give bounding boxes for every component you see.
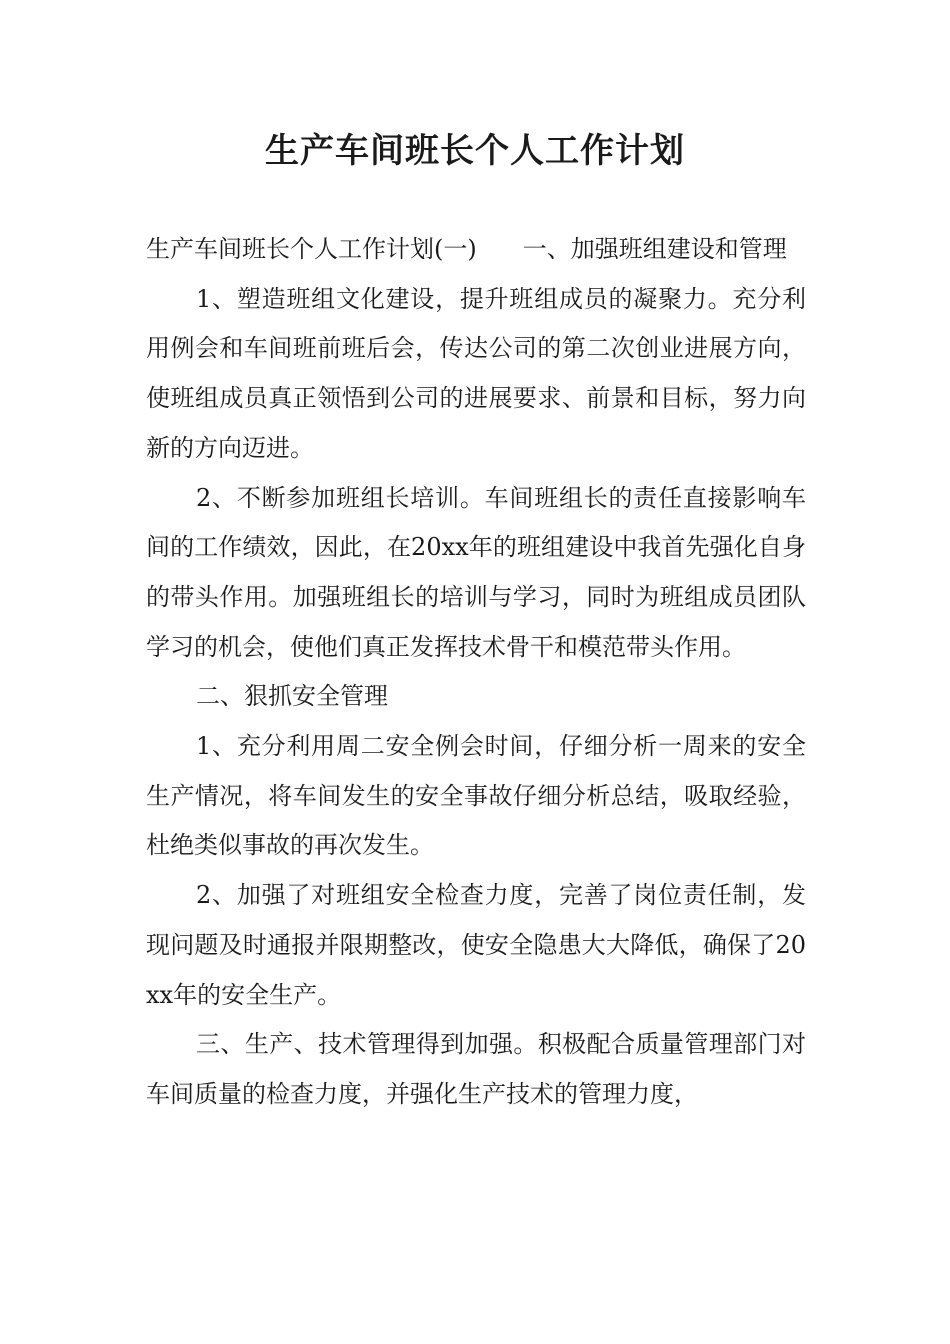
- paragraph-1: 1、塑造班组文化建设，提升班组成员的凝聚力。充分利用例会和车间班前班后会，传达公司的第二次创业进展方向，使班组成员真正领悟到公司的进展要求、前景和目标，努力向新的方向迈进。: [146, 284, 806, 462]
- section-heading-2: 二、狠抓安全管理: [196, 682, 388, 711]
- paragraph-3: 1、充分利用周二安全例会时间，仔细分析一周来的安全生产情况，将车间发生的安全事故仔细分析总结，吸取经验，杜绝类似事故的再次发生。: [146, 732, 806, 860]
- lead-text: 一、加强班组建设和管理: [522, 235, 787, 263]
- document-title: 生产车间班长个人工作计划: [265, 131, 685, 171]
- lead-subtitle: 生产车间班长个人工作计划(一): [146, 235, 477, 263]
- document-body: [146, 225, 806, 1120]
- paragraph-2: 2、不断参加班组长培训。车间班组长的责任直接影响车间的工作绩效，因此，在20xx年的班组建设中我首先强化自身的带头作用。加强班组长的培训与学习，同时为班组成员团队学习的机会，使他们真正发挥技术骨干和模范带头作用。: [146, 483, 806, 661]
- paragraph-5: 三、生产、技术管理得到加强。积极配合质量管理部门对车间质量的检查力度，并强化生产技术的管理力度，: [146, 1030, 806, 1108]
- paragraph-4: 2、加强了对班组安全检查力度，完善了岗位责任制，发现问题及时通报并限期整改，使安全隐患大大降低，确保了20xx年的安全生产。: [146, 881, 806, 1009]
- lead-paragraph: [146, 225, 806, 275]
